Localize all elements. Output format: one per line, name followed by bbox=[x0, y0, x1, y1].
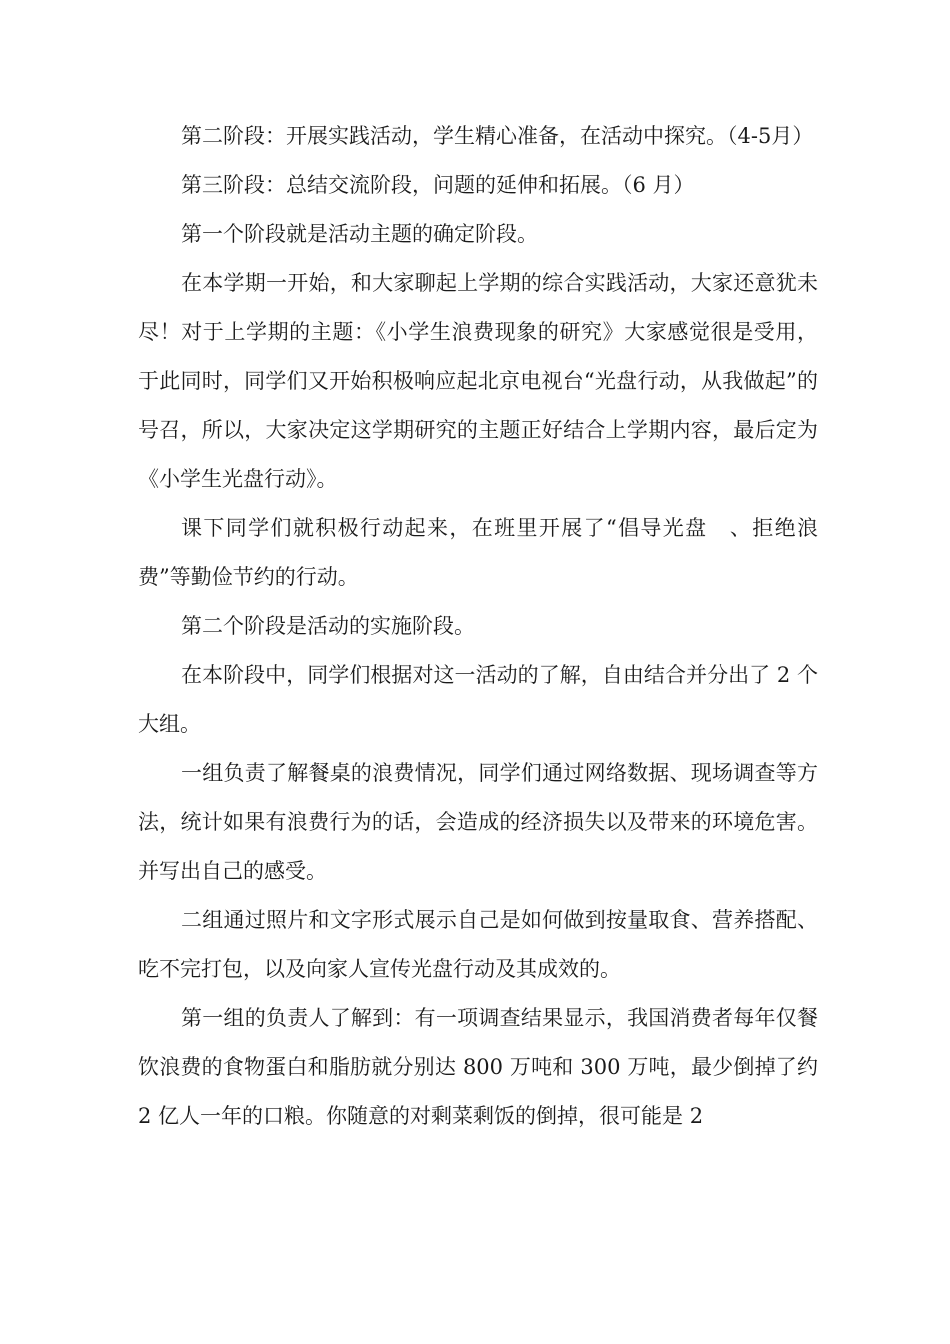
body-text bbox=[138, 112, 825, 1141]
paragraph-theme-selection: 在本学期一开始，和大家聊起上学期的综合实践活动，大家还意犹未尽！对于上学期的主题：《小学生浪费现象的研究》大家感觉很是受用，于此同时，同学们又开始积极响应起北京电视台“光盘行动，从我做起”的号召，所以，大家决定这学期研究的主题正好结合上学期内容，最后定为《小学生光盘行动》。 bbox=[138, 271, 818, 491]
paragraph-class-action: 课下同学们就积极行动起来，在班里开展了“倡导光盘 、拒绝浪费”等勤俭节约的行动。 bbox=[138, 516, 818, 589]
paragraph-group-one: 一组负责了解餐桌的浪费情况，同学们通过网络数据、现场调查等方法，统计如果有浪费行为的话，会造成的经济损失以及带来的环境危害。并写出自己的感受。 bbox=[138, 761, 818, 883]
paragraph-stage-two: 第二阶段：开展实践活动，学生精心准备，在活动中探究。（4-5月） bbox=[181, 124, 814, 148]
paragraph-groups: 在本阶段中，同学们根据对这一活动的了解，自由结合并分出了 2 个大组。 bbox=[138, 663, 818, 736]
paragraph-stage-three: 第三阶段：总结交流阶段，问题的延伸和拓展。（6 月） bbox=[181, 173, 695, 197]
paragraph-second-stage-heading: 第二个阶段是活动的实施阶段。 bbox=[181, 614, 475, 638]
paragraph-group-two: 二组通过照片和文字形式展示自己是如何做到按量取食、营养搭配、吃不完打包，以及向家人宣传光盘行动及其成效的。 bbox=[138, 908, 818, 981]
paragraph-first-stage-heading: 第一个阶段就是活动主题的确定阶段。 bbox=[181, 222, 538, 246]
paragraph-survey-results: 第一组的负责人了解到：有一项调查结果显示，我国消费者每年仅餐饮浪费的食物蛋白和脂肪就分别达 800 万吨和 300 万吨，最少倒掉了约 2 亿人一年的口粮。你随意的对剩菜剩饭的倒掉，很可能是 2 bbox=[138, 1006, 825, 1128]
